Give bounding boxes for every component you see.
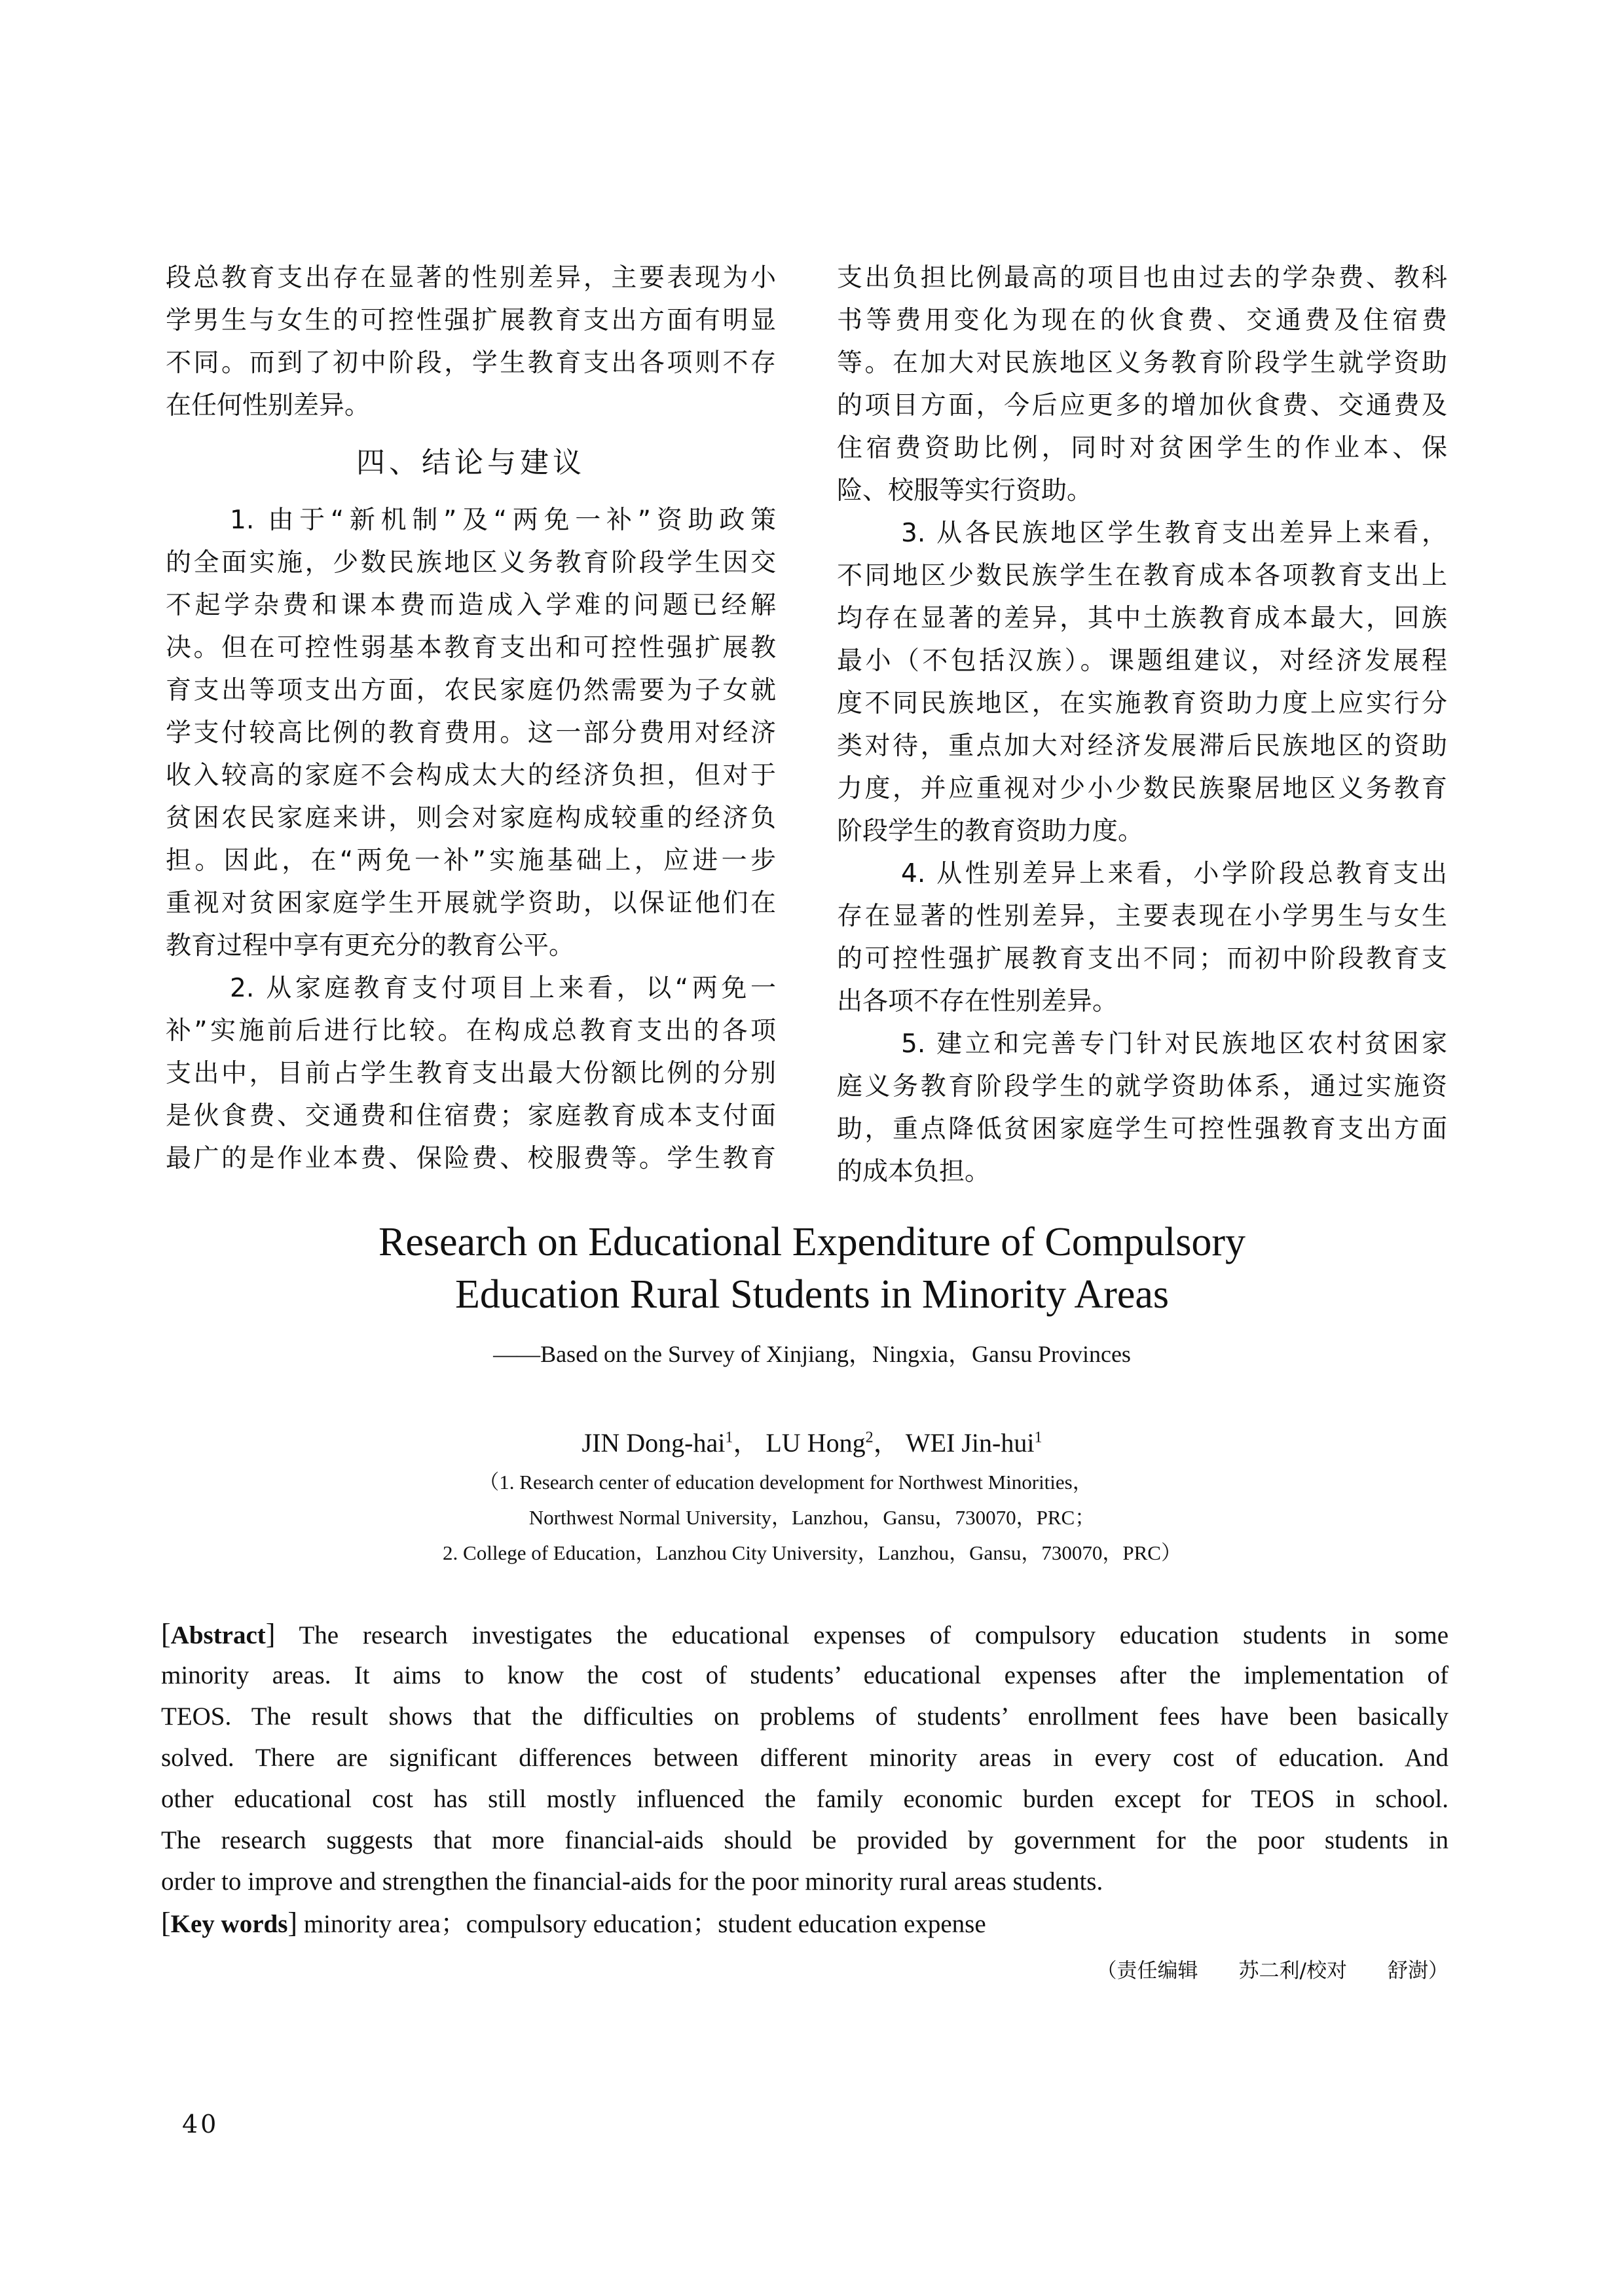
page-number: 40 bbox=[182, 2110, 219, 2139]
abstract-line: other educational cost has still mostly influenced the family economic burden except for TEOS in school. bbox=[161, 1785, 1449, 1813]
text-line: 的可控性强扩展教育支出不同；而初中阶段教育支 bbox=[837, 944, 1447, 974]
text-line: 1. 由于“新机制”及“两免一补”资助政策 bbox=[230, 505, 776, 535]
abstract-line: solved. There are significant differences between different minority areas in every cost of education. And bbox=[161, 1744, 1449, 1772]
text-line: 度不同民族地区，在实施教育资助力度上应实行分 bbox=[837, 689, 1447, 718]
text-line: 支出中，目前占学生教育支出最大份额比例的分别 bbox=[166, 1059, 776, 1088]
right-column bbox=[837, 257, 1447, 1193]
text-line: 最小（不包括汉族）。课题组建议，对经济发展程 bbox=[837, 646, 1447, 676]
paragraph-gender-diff bbox=[166, 257, 776, 427]
section-heading: 四、结论与建议 bbox=[356, 446, 585, 479]
abstract-line: TEOS. The result shows that the difficulties on problems of students’ enrollment fees have been basically bbox=[161, 1702, 1449, 1731]
text-line: 不同地区少数民族学生在教育成本各项教育支出上 bbox=[837, 561, 1447, 591]
abstract-line: minority areas. It aims to know the cost of students’ educational expenses after the implementation of bbox=[161, 1661, 1449, 1689]
text-line: 段总教育支出存在显著的性别差异，主要表现为小 bbox=[166, 263, 776, 293]
text-line: 的成本负担。 bbox=[837, 1157, 991, 1186]
text-line: 教育过程中享有更充分的教育公平。 bbox=[166, 931, 575, 961]
text-line: 等。在加大对民族地区义务教育阶段学生就学资助 bbox=[837, 348, 1447, 378]
author-separator: ， bbox=[873, 1428, 900, 1458]
author-affiliation-mark: 1 bbox=[1034, 1429, 1043, 1446]
text-line: 均存在显著的差异，其中土族教育成本最大，回族 bbox=[837, 604, 1447, 633]
paragraph-2 bbox=[166, 967, 776, 1180]
english-subtitle: ——Based on the Survey of Xinjiang，Ningxia，Gansu Provinces bbox=[493, 1341, 1131, 1367]
author-name: LU Hong bbox=[766, 1428, 866, 1458]
editor-note: （责任编辑 苏二利/校对 舒澍） bbox=[1096, 1959, 1449, 1983]
bracket-close: ] bbox=[287, 1907, 298, 1939]
abstract-label: Abstract bbox=[170, 1621, 266, 1649]
text-line: 的全面实施，少数民族地区义务教育阶段学生因交 bbox=[166, 548, 776, 578]
text-line: 5. 建立和完善专门针对民族地区农村贫困家 bbox=[901, 1029, 1447, 1059]
text-line: 出各项不存在性别差异。 bbox=[837, 987, 1118, 1016]
text-line: 担。因此，在“两免一补”实施基础上，应进一步 bbox=[166, 846, 776, 875]
author-affiliation-mark: 2 bbox=[865, 1429, 874, 1446]
paragraph-5 bbox=[837, 1023, 1447, 1193]
paragraph-1 bbox=[166, 499, 776, 967]
text-line: 书等费用变化为现在的伙食费、交通费及住宿费 bbox=[837, 306, 1447, 335]
text-line: 庭义务教育阶段学生的就学资助体系，通过实施资 bbox=[837, 1072, 1447, 1101]
affiliation-line: （1. Research center of education development for Northwest Minorities， bbox=[479, 1471, 1093, 1494]
text-line: 住宿费资助比例，同时对贫困学生的作业本、保 bbox=[837, 433, 1447, 463]
text-line: 3. 从各民族地区学生教育支出差异上来看， bbox=[901, 519, 1447, 548]
text-line: 力度，并应重视对少小少数民族聚居地区义务教育 bbox=[837, 774, 1447, 803]
abstract-line bbox=[161, 1613, 1449, 1655]
keywords-label: Key words bbox=[170, 1910, 288, 1938]
paragraph-2-continued bbox=[837, 257, 1447, 512]
text-line: 不同。而到了初中阶段，学生教育支出各项则不存 bbox=[166, 348, 776, 378]
text-line: 最广的是作业本费、保险费、校服费等。学生教育 bbox=[166, 1144, 776, 1173]
abstract-text: The research investigates the educational expenses of compulsory education students in some bbox=[299, 1621, 1449, 1649]
paragraph-4 bbox=[837, 853, 1447, 1023]
author-separator: ， bbox=[733, 1428, 760, 1458]
abstract bbox=[161, 1613, 1449, 1943]
text-line: 4. 从性别差异上来看，小学阶段总教育支出 bbox=[901, 859, 1447, 889]
text-line: 存在显著的性别差异，主要表现在小学男生与女生 bbox=[837, 902, 1447, 931]
affiliation-line: Northwest Normal University，Lanzhou，Gansu，730070，PRC； bbox=[528, 1506, 1096, 1529]
text-line: 收入较高的家庭不会构成太大的经济负担，但对于 bbox=[166, 761, 776, 790]
text-line: 险、校服等实行资助。 bbox=[837, 476, 1093, 505]
paragraph-3 bbox=[837, 512, 1447, 853]
text-line: 助，重点降低贫困家庭学生可控性强教育支出方面 bbox=[837, 1114, 1447, 1144]
english-title-line-2: Education Rural Students in Minority Areas bbox=[454, 1272, 1170, 1317]
keywords-line bbox=[161, 1902, 1449, 1943]
authors bbox=[0, 1422, 1624, 1460]
text-line: 阶段学生的教育资助力度。 bbox=[837, 817, 1144, 846]
author-name: WEI Jin-hui bbox=[905, 1428, 1035, 1458]
english-title-line-1: Research on Educational Expenditure of Compulsory bbox=[378, 1220, 1246, 1264]
abstract-line: The research suggests that more financial-aids should be provided by government for the poor students in bbox=[161, 1826, 1449, 1854]
text-line: 不起学杂费和课本费而造成入学难的问题已经解 bbox=[166, 591, 776, 620]
affiliation-line: 2. College of Education，Lanzhou City University，Lanzhou，Gansu，730070，PRC） bbox=[443, 1541, 1181, 1564]
author-name: JIN Dong-hai bbox=[581, 1428, 726, 1458]
text-line: 贫困农民家庭来讲，则会对家庭构成较重的经济负 bbox=[166, 803, 776, 833]
text-line: 是伙食费、交通费和住宿费；家庭教育成本支付面 bbox=[166, 1101, 776, 1131]
text-line: 补”实施前后进行比较。在构成总教育支出的各项 bbox=[166, 1016, 776, 1046]
text-line: 学男生与女生的可控性强扩展教育支出方面有明显 bbox=[166, 306, 776, 335]
text-line: 育支出等项支出方面，农民家庭仍然需要为子女就 bbox=[166, 676, 776, 705]
abstract-line: order to improve and strengthen the financial-aids for the poor minority rural areas students. bbox=[161, 1867, 1103, 1896]
text-line: 重视对贫困家庭学生开展就学资助，以保证他们在 bbox=[166, 889, 776, 918]
text-line: 支出负担比例最高的项目也由过去的学杂费、教科 bbox=[837, 263, 1447, 293]
text-line: 决。但在可控性弱基本教育支出和可控性强扩展教 bbox=[166, 633, 776, 663]
text-line: 2. 从家庭教育支付项目上来看，以“两免一 bbox=[230, 974, 776, 1003]
bracket-close: ] bbox=[265, 1618, 276, 1650]
bracket-open: [ bbox=[161, 1618, 171, 1650]
text-line: 类对待，重点加大对经济发展滞后民族地区的资助 bbox=[837, 731, 1447, 761]
left-column bbox=[166, 257, 776, 1180]
bracket-open: [ bbox=[161, 1907, 171, 1939]
text-line: 学支付较高比例的教育费用。这一部分费用对经济 bbox=[166, 718, 776, 748]
text-line: 的项目方面，今后应更多的增加伙食费、交通费及 bbox=[837, 391, 1447, 420]
author-affiliation-mark: 1 bbox=[725, 1429, 733, 1446]
keywords-text: minority area；compulsory education；student education expense bbox=[303, 1910, 986, 1938]
text-line: 在任何性别差异。 bbox=[166, 391, 371, 420]
